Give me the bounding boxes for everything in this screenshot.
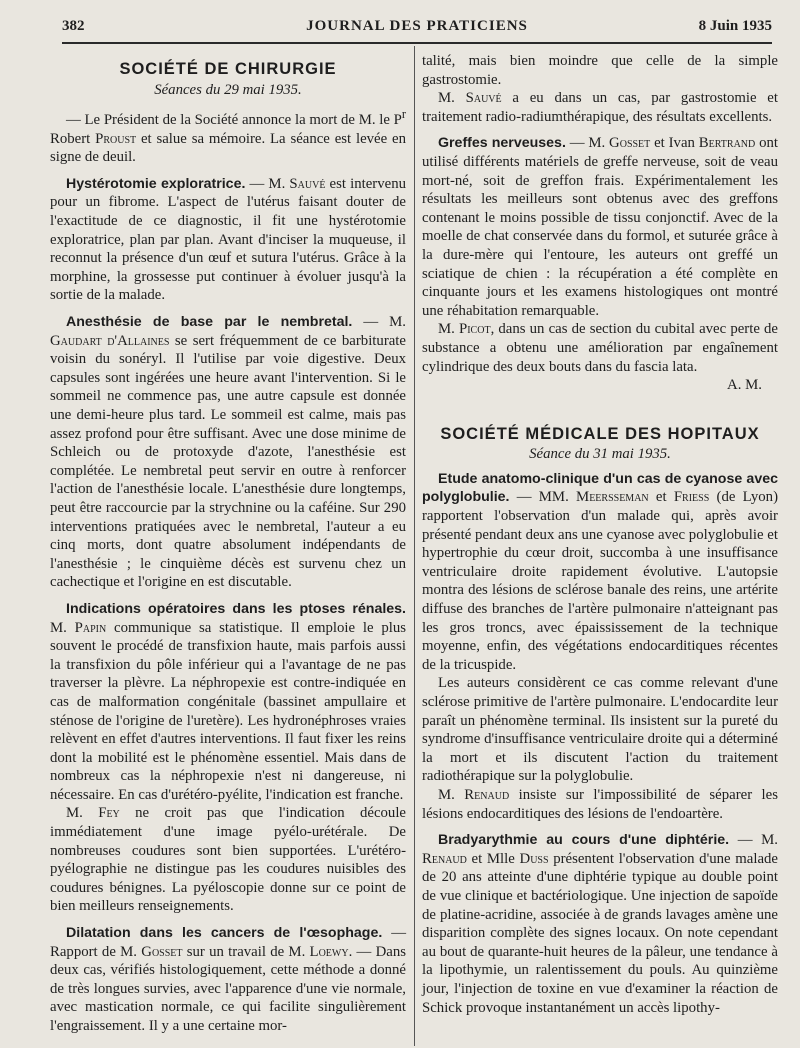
continued-text: talité, mais bien moindre que celle de la simple gastrostomie.: [422, 53, 778, 88]
person-name: Sauvé: [465, 90, 502, 107]
article-picot: M. Picot, dans un cas de section du cubital avec perte de substance a obtenu une amélioration par engaînement cylindrique des deux bouts dans du fascia lata.: [422, 321, 778, 375]
article-hysterotomie: Hystérotomie exploratrice. — M. Sauvé est intervenu pour un fibrome. L'aspect de l'utérus faisant douter de l'exactitude de ce diagnostic, il fit une hystérotomie exploratrice, plan par plan. Avant d'inciser la muqueuse, il reconnut la présence d'un œuf et sutura l'utérus. Grâce à la morphine, la grossesse put continuer à évoluer jusqu'à la sortie de la malade.: [50, 175, 406, 304]
article-heading: Bradyarythmie au cours d'une diphtérie.: [438, 832, 730, 849]
person-name: Loewy: [309, 943, 349, 960]
issue-date: 8 Juin 1935: [698, 18, 772, 34]
article-bradyarythmie: Bradyarythmie au cours d'une diphtérie. — M. Renaud et Mlle Duss présentent l'observation d'une malade de 20 ans atteinte d'une diphtérie typique au double point de vue clinique et bactériologique. Une injection de sapoïde de platine-acridine, associée à de grands lavages amène une disparition complète des signes locaux. On note cependant au bout de quarante-huit heures de la pâleur, une tendance à la lipothymie, un ralentissement du pouls. Au quinzième jour, l'injection de toxine en vue d'examiner la réaction de Schick provoque instantanément un accès lipothy-: [422, 832, 778, 1016]
person-name: Gosset: [609, 135, 651, 152]
person-name: Renaud: [422, 850, 467, 867]
person-name: Renaud: [464, 786, 510, 803]
person-name: Duss: [519, 850, 549, 867]
article-heading: Dilatation dans les cancers de l'œsophage.: [66, 925, 383, 942]
right-column: [422, 52, 778, 1048]
person-name: Picot: [459, 321, 491, 338]
person-name: Gaudart d'Allaines: [50, 332, 170, 349]
society-title-chirurgie: SOCIÉTÉ DE CHIRURGIE: [119, 60, 337, 78]
person-name: Sauvé: [289, 175, 326, 192]
article-anesthesie: Anesthésie de base par le nembretal. — M. Gaudart d'Allaines se sert fréquemment de ce barbiturate voisin du sonéryl. Il l'utilise par voie digestive. Deux capsules sont ingérées une heure avant l'intervention. Si le sommeil ne commence pas, une autre capsule est donnée une demi-heure plus tard. Le sommeil est calme, mais pas assez profond pour être suffisant. Avec une dose minime de Schleich ou de protoxyde d'azote, l'anesthésie est complétée. Le nembretal peut servir en outre à renforcer l'action de l'anesthésie locale. L'anesthésie dure longtemps, peut être raccourcie par la strychnine ou la caféine. Sur 290 interventions pratiquées avec le nembretal, l'auteur a eu cinq morts, dont quatre absolument indépendants de l'anesthésie ; le cinquième décès est survenu chez un cachectique et l'origine en est discutable.: [50, 314, 406, 591]
left-column: [50, 52, 406, 1048]
article-sauve-gastrostomie: M. Sauvé a eu dans un cas, par gastrostomie et traitement radio-radiumthérapique, des résultats excellents.: [422, 90, 778, 125]
article-cyanose: Etude anatomo-clinique d'un cas de cyanose avec polyglobulie. — MM. Meersseman et Friess (de Lyon) rapportent l'observation d'un malade qui, après avoir présenté pendant deux ans une cyanose avec polyglobulie et hypertrophie du cœur droit, succomba à une insuffisance ventriculaire droite rapidement évolutive. L'autopsie montra des lésions de sclérose banale des reins, une artérite diffuse des branches de l'artère pulmonaire n'atteignant pas les gros troncs, avec épaississement de la technique moyenne, enfin, des végétations endocarditiques récentes de la tricuspide.: [422, 470, 778, 673]
article-heading: Anesthésie de base par le nembretal.: [66, 314, 353, 331]
person-name: Gosset: [141, 943, 183, 960]
intro-paragraph: — Le Président de la Société annonce la mort de M. le $P^r$ Robert Proust et salue sa mémoire. La séance est levée en signe de deuil.: [50, 107, 406, 166]
article-heading: Greffes nerveuses.: [438, 135, 566, 152]
article-ptoses-renales: Indications opératoires dans les ptoses rénales. M. Papin communique sa statistique. Il emploie le plus souvent le procédé de transfixion haute, mais parfois aussi la transfixion du pôle inférieur qui a l'avantage de ne pas traverser la plèvre. La néphropexie est contre-indiquée en cas de malformation congénitale (bassinet ampullaire et sténose de l'origine de l'uretère). Les hydronéphroses vraies relèvent en effet d'autres interventions. Il faut fixer les reins dont la mobilité est le phénomène essentiel. Mais dans de nombreux cas la néphropexie n'est ni dangereuse, ni nécessaire. En cas d'urétéro-pyélite, l'indication est franche.: [50, 600, 406, 803]
person-name: Papin: [74, 619, 107, 636]
person-name: Bertrand: [698, 135, 756, 152]
article-cyanose-discussion: Les auteurs considèrent ce cas comme relevant d'une sclérose primitive de l'artère pulmonaire. L'endocardite leur paraît un phénomène terminal. Ils insistent sur la pureté du syndrome d'insuffisance ventriculaire droite qui a déterminé la mort et ils discutent l'action du traitement radiothérapique sur la polyglobulie.: [422, 675, 778, 785]
article-heading: Hystérotomie exploratrice.: [66, 175, 246, 192]
column-divider: [414, 46, 415, 1046]
author-signature: A. M.: [727, 377, 762, 394]
article-heading: Indications opératoires dans les ptoses rénales.: [66, 600, 406, 617]
page-header: [62, 14, 772, 44]
society-title-hopitaux: SOCIÉTÉ MÉDICALE DES HOPITAUX: [440, 424, 760, 443]
session-date-chirurgie: Séances du 29 mai 1935.: [154, 81, 302, 98]
article-ptoses-renales-reply: M. Fey ne croit pas que l'indication découle immédiatement d'une image pyélo-urétérale. De nombreuses coudures sont bien supportées. L'urétéro-pyélographie ne distingue pas les coudures nuisibles des coudures bénignes. La pyéloscopie donne sur ce point de bien meilleurs renseignements.: [50, 805, 407, 915]
article-greffes-nerveuses: Greffes nerveuses. — M. Gosset et Ivan Bertrand ont utilisé différents matériels de greffe nerveuse, soit de veau mort-né, soit de greffon frais. Expérimentalement les résultats les meilleurs sont obtenus avec des greffons contenant le moins possible de tissu conjonctif. Avec de la moelle de chat conservée dans du formol, et suturée grâce à la dure-mère qui l'entoure, les auteurs ont greffé un sciatique de chien : la récupération a été complète en cinquante jours et les examens histologiques ont montré une réhabitation remarquable.: [422, 135, 778, 319]
person-name: Friess: [673, 489, 710, 506]
article-cyanose-renaud: M. Renaud insiste sur l'impossibilité de séparer les lésions endocarditiques des lésions de l'endoartère.: [422, 786, 778, 822]
person-name: Meersseman: [576, 489, 649, 506]
person-name: Fey: [98, 805, 120, 822]
journal-title: JOURNAL DES PRATICIENS: [306, 18, 528, 34]
page-number: 382: [62, 18, 85, 34]
article-oesophage: Dilatation dans les cancers de l'œsophage. — Rapport de M. Gosset sur un travail de M. Loewy. — Dans deux cas, vérifiés histologiquement, cette méthode a donné de très longues survies, avec l'apparence d'une vie normale, avec mastication normale, ce qui facilite singulièrement l'engraissement. Il y a une certaine mor-: [50, 925, 406, 1035]
person-name: Proust: [95, 130, 137, 147]
article-heading: Etude anatomo-clinique d'un cas de cyanose avec polyglobulie.: [422, 470, 778, 506]
session-date-hopitaux: Séance du 31 mai 1935.: [529, 446, 671, 463]
